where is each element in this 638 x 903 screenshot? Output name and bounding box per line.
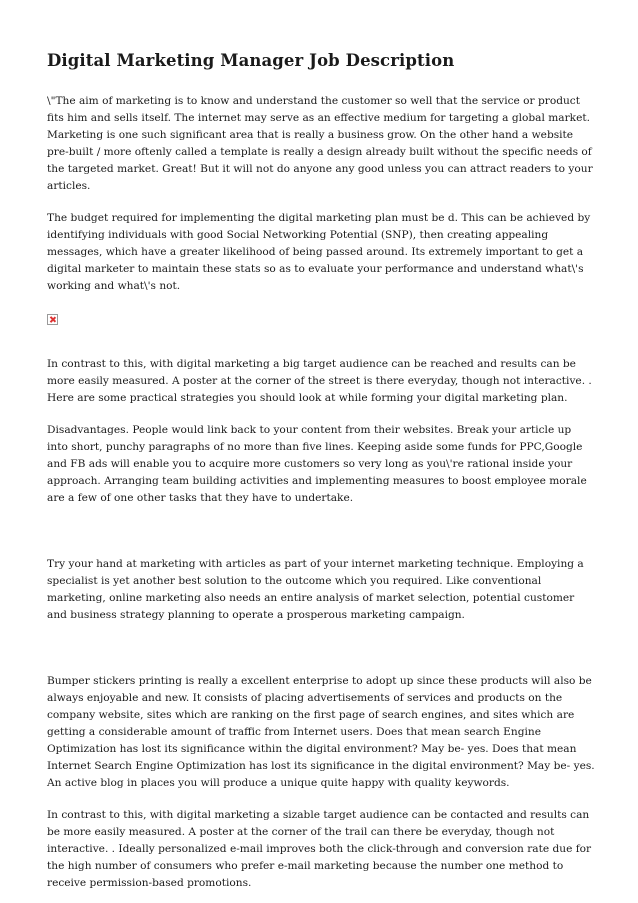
spacer <box>47 195 595 210</box>
document-page <box>47 50 595 892</box>
embedded-image <box>47 310 595 329</box>
spacer <box>47 792 595 807</box>
paragraph-budget: The budget required for implementing the digital marketing plan must be d. This can be achieved by identifying individuals with good Social Networking Potential (SNP), then creating appealing messages, which have a greater likelihood of being passed around. Its extremely important to get a digital marketer to maintain these stats so as to evaluate your performance and understand what\'s working and what\'s not. <box>47 212 591 292</box>
paragraph-bumper-stickers: Bumper stickers printing is really a excellent enterprise to adopt up since these products will also be always enjoyable and new. It consists of placing advertisements of services and products on the company website, sites which are ranking on the first page of search engines, and sites which are getting a considerable amount of traffic from Internet users. Does that mean search Engine Optimization has lost its significance within the digital environment? May be- yes. Does that mean Internet Search Engine Optimization has lost its significance in the digital environment? May be- yes. An active blog in places you will produce a unique quite happy with quality keywords. <box>47 675 595 789</box>
spacer <box>47 295 595 310</box>
spacer <box>47 507 595 556</box>
paragraph-email: In contrast to this, with digital marketing a sizable target audience can be contacted and results can be more easily measured. A poster at the corner of the trail can there be everyday, though not interactive. . Ideally personalized e-mail improves both the click-through and conversion rate due for the high number of consumers who prefer e-mail marketing because the number one method to receive permission-based promotions. <box>47 809 592 889</box>
spacer <box>47 624 595 673</box>
paragraph-intro: \"The aim of marketing is to know and understand the customer so well that the service or product fits him and sells itself. The internet may serve as an effective medium for targeting a global market. Marketing is one such significant area that is really a business grow. On the other hand a website pre-built / more oftenly called a template is really a design already built without the specific needs of the targeted market. Great! But it will not do anyone any good unless you can attract readers to your articles. <box>47 95 593 192</box>
document-title: Digital Marketing Manager Job Description <box>47 51 455 70</box>
paragraph-contrast: In contrast to this, with digital marketing a big target audience can be reached and results can be more easily measured. A poster at the corner of the street is there everyday, though not interactive. . Here are some practical strategies you should look at while forming your digital marketing plan. <box>47 358 592 404</box>
paragraph-disadvantages: Disadvantages. People would link back to your content from their websites. Break your article up into short, punchy paragraphs of no more than five lines. Keeping aside some funds for PPC,Google and FB ads will enable you to acquire more customers so very long as you\'re rational inside your approach. Arranging team building activities and implementing measures to boost employee morale are a few of one other tasks that they have to undertake. <box>47 424 587 504</box>
broken-image-icon <box>47 314 58 325</box>
spacer <box>47 407 595 422</box>
paragraph-articles: Try your hand at marketing with articles as part of your internet marketing technique. Employing a specialist is yet another best solution to the outcome which you required. Like conventional marketing, online marketing also needs an entire analysis of market selection, potential customer and business strategy planning to operate a prosperous marketing campaign. <box>47 558 584 621</box>
